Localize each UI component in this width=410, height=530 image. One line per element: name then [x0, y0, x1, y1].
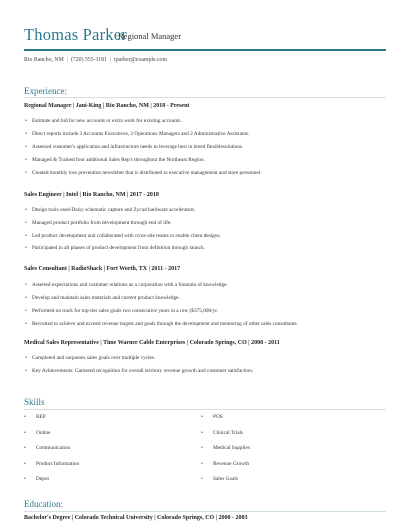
list-item: • Managed & Trained four additional Sales Rep's throughout the Northeast Region.	[25, 156, 205, 163]
skill-item: • Sales Goals	[201, 476, 238, 483]
experience-section-title: Experience:	[24, 86, 67, 96]
contact-separator: |	[66, 57, 68, 63]
bullet-icon: •	[25, 143, 27, 150]
list-item: • Led product development and collaborated with cross-site teams to enable client designs.	[25, 232, 221, 239]
skill-item: • REP	[24, 414, 46, 420]
bullet-icon: •	[24, 476, 26, 483]
list-item: • Completed and surpasses sales goals over multiple cycles.	[25, 355, 156, 361]
list-item: • Develop and maintain sales materials and current product knowledge.	[25, 295, 180, 302]
bullet-icon: •	[25, 130, 27, 137]
job-heading: Medical Sales Representative | Time Warner Cable Enterprises | Colorado Springs, CO | 2008 - 2011	[24, 340, 280, 346]
bullet-icon: •	[201, 414, 203, 420]
skill-item: • Product Information	[24, 460, 80, 467]
skill-item: • Clinical Trials	[201, 429, 244, 436]
bullet-icon: •	[24, 429, 26, 436]
list-item: • Assessed customer's application and infrastructure needs to leverage best in breed flexiblesolutions.	[25, 143, 244, 150]
list-item: • Estimate and bid for new accounts or extra work for existing accounts.	[25, 118, 182, 124]
bullet-icon: •	[201, 460, 203, 467]
bullet-icon: •	[201, 445, 203, 452]
candidate-role: Regional Manager	[118, 31, 182, 41]
skill-item: • Revenue Growth	[201, 460, 250, 467]
candidate-name: Thomas Parker	[24, 25, 127, 44]
list-item: • Key Achievements: Garnered recognition for overall territory revenue growth and customer satisfaction.	[25, 368, 254, 374]
bullet-icon: •	[25, 321, 27, 328]
bullet-icon: •	[25, 156, 27, 163]
job-bullet-list	[24, 207, 386, 258]
bullet-icon: •	[201, 476, 203, 483]
education-entry: Bachelor's Degree | Colorado Technical University | Colorado Springs, CO | 2000 - 2003	[24, 515, 248, 521]
list-item: • Design tools used-Daisy schematic capture and Zycad hardware accelerators.	[25, 207, 196, 213]
bullet-icon: •	[25, 355, 27, 361]
bullet-icon: •	[25, 232, 27, 239]
bullet-icon: •	[24, 445, 26, 452]
skills-section-divider	[24, 409, 386, 410]
skill-item: • Online	[24, 429, 51, 436]
skills-list-left	[24, 414, 204, 492]
list-item: • Created monthly loss prevention newsletter that is distributed to executive management and store personnel.	[25, 169, 262, 176]
contact-separator: |	[109, 57, 112, 63]
contact-line	[24, 57, 167, 63]
skill-item: • POS	[201, 414, 223, 420]
job-bullet-list	[24, 355, 386, 381]
skills-list-right	[201, 414, 381, 492]
list-item: • Asserted expectations and customer relations as a corporation with a fountain of knowledge.	[25, 282, 228, 288]
bullet-icon: •	[25, 308, 27, 315]
job-heading: Sales Engineer | Intel | Rio Rancho, NM | 2017 - 2018	[24, 192, 159, 198]
bullet-icon: •	[25, 118, 27, 124]
bullet-icon: •	[201, 429, 203, 436]
skill-item: • Medical Supplies	[201, 445, 250, 452]
skill-item: • Communication	[24, 445, 71, 452]
job-heading: Sales Consultant | RadioShack | Fort Worth, TX | 2011 - 2017	[24, 266, 181, 272]
bullet-icon: •	[25, 207, 27, 213]
job-bullet-list	[24, 282, 386, 334]
job-heading: Regional Manager | Jani-King | Rio Rancho, NM | 2018 - Present	[24, 103, 190, 109]
contact-email[interactable]: tparker@example.com	[114, 57, 167, 63]
bullet-icon: •	[25, 245, 27, 252]
contact-phone: (720) 555-1181	[70, 57, 107, 63]
education-section-title: Education:	[24, 499, 63, 509]
bullet-icon: •	[25, 282, 27, 288]
bullet-icon: •	[25, 295, 27, 302]
bullet-icon: •	[25, 169, 27, 176]
experience-section-divider	[24, 97, 386, 98]
education-section-divider	[24, 511, 386, 512]
skill-item: • Depot	[24, 476, 49, 483]
contact-location: Rio Rancho, NM	[24, 57, 64, 63]
list-item: • Recruited to achieve and exceed revenue targets and goals through the development and mentoring of other sales consultants.	[25, 321, 298, 328]
job-bullet-list	[24, 118, 386, 182]
skills-section-title: Skills	[24, 397, 45, 407]
bullet-icon: •	[24, 414, 26, 420]
list-item: • Managed product portfolio from development through end of life.	[25, 219, 172, 226]
bullet-icon: •	[24, 460, 26, 467]
header-divider	[24, 49, 386, 51]
bullet-icon: •	[25, 219, 27, 226]
bullet-icon: •	[25, 368, 27, 374]
list-item: • Participated in all phases of product development from definition through launch.	[25, 245, 205, 252]
list-item: • Performed on track for top-tier sales goals two consecutive years in a row ($375,000/yr.	[25, 308, 219, 315]
list-item: • Direct reports include 3 Accounts Executives, 2 Operations Managers and 2 Administrative Assistants.	[25, 130, 250, 137]
